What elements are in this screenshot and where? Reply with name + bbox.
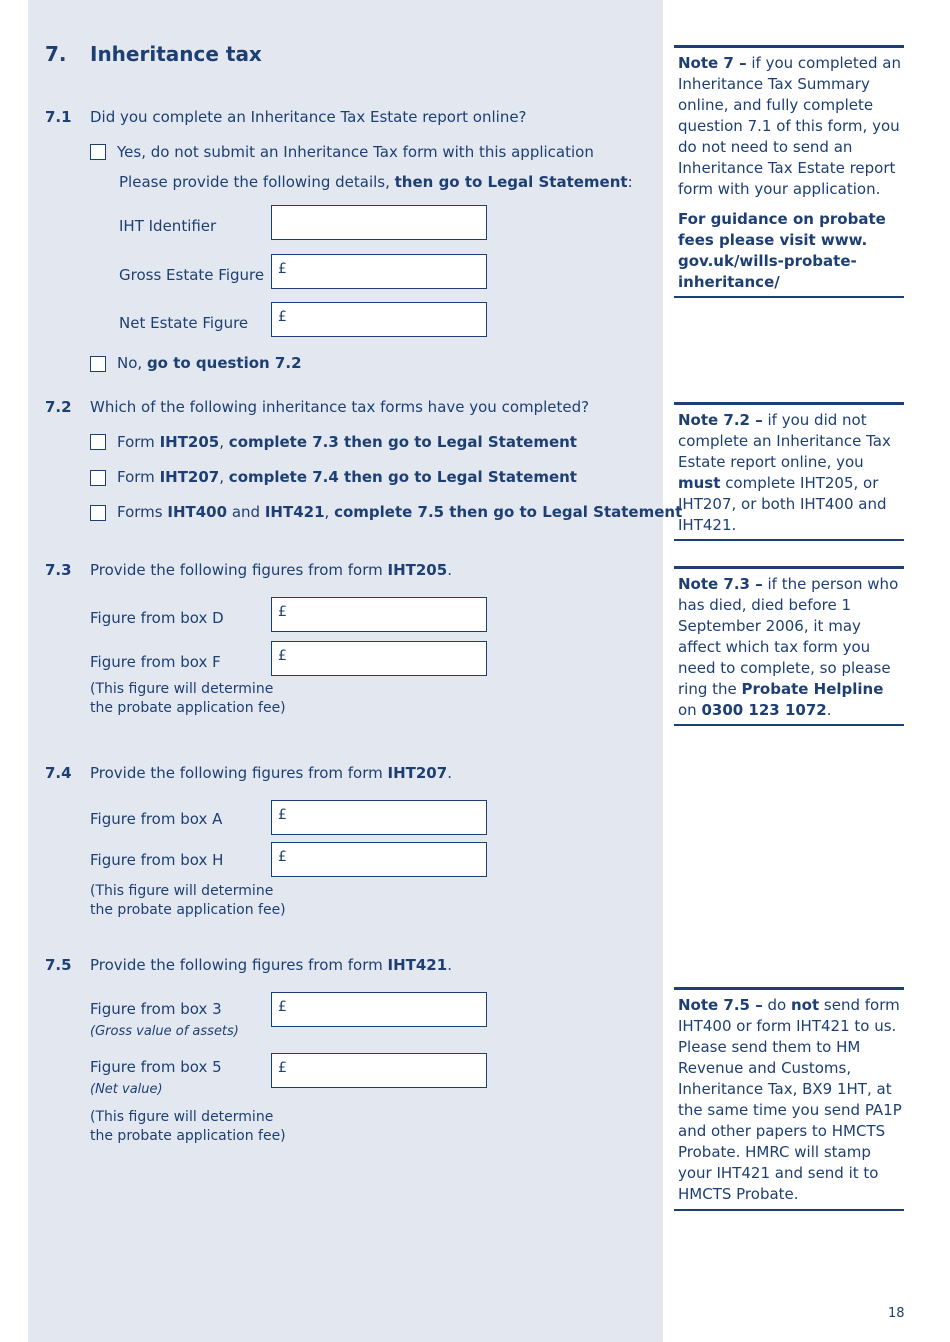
q72-number: 7.2 [45,398,72,416]
note-7-3: Note 7.3 – if the person who has died, died before 1 September 2006, it may affect which tax form you need to complete, so please ring the Probate Helpline on 0300 123 1072. [674,566,904,726]
q73-question: Provide the following figures from form IHT205. [90,561,452,579]
q71-yes-checkbox[interactable] [90,144,106,160]
q75-question: Provide the following figures from form IHT421. [90,956,452,974]
q71-no-label: No, go to question 7.2 [117,354,302,372]
box-3-sublabel: (Gross value of assets) [90,1024,239,1039]
iht205-option-label: Form IHT205, complete 7.3 then go to Legal Statement [117,433,577,451]
iht207-checkbox[interactable] [90,470,106,486]
q71-number: 7.1 [45,108,72,126]
q74-question: Provide the following figures from form IHT207. [90,764,452,782]
q74-number: 7.4 [45,764,72,782]
q74-fee-note-line2: the probate application fee) [90,902,286,918]
iht207-option-label: Form IHT207, complete 7.4 then go to Legal Statement [117,468,577,486]
q71-provide-instruction: Please provide the following details, then go to Legal Statement: [119,173,633,191]
box-a-label: Figure from box A [90,810,223,828]
box-5-label: Figure from box 5 [90,1058,222,1076]
box-h-input[interactable]: £ [271,842,487,877]
q71-yes-label: Yes, do not submit an Inheritance Tax form with this application [117,143,594,161]
box-d-input[interactable]: £ [271,597,487,632]
box-h-label: Figure from box H [90,851,224,869]
note-7: Note 7 – if you completed an Inheritance Tax Summary online, and fully complete question 7.1 of this form, you do not need to send an Inheritance Tax Estate report form with your application. For guidance on probate fees please visit www. gov.uk/wills-probate-inheritance/ [674,45,904,298]
box-f-label: Figure from box F [90,653,221,671]
box-3-label: Figure from box 3 [90,1000,222,1018]
page-number: 18 [888,1306,905,1321]
q71-no-checkbox[interactable] [90,356,106,372]
box-a-input[interactable]: £ [271,800,487,835]
note-7-2: Note 7.2 – if you did not complete an Inheritance Tax Estate report online, you must complete IHT205, or IHT207, or both IHT400 and IHT421. [674,402,904,541]
q71-question: Did you complete an Inheritance Tax Estate report online? [90,108,527,126]
q75-fee-note-line1: (This figure will determine [90,1109,274,1125]
iht205-checkbox[interactable] [90,434,106,450]
iht400-421-checkbox[interactable] [90,505,106,521]
iht-identifier-input[interactable] [271,205,487,240]
net-estate-label: Net Estate Figure [119,314,249,332]
q75-fee-note-line2: the probate application fee) [90,1128,286,1144]
gross-estate-label: Gross Estate Figure [119,266,265,284]
section-number: 7. [45,42,67,66]
q74-fee-note-line1: (This figure will determine [90,883,274,899]
gross-estate-input[interactable]: £ [271,254,487,289]
q73-number: 7.3 [45,561,72,579]
iht-identifier-label: IHT Identifier [119,217,217,235]
q73-fee-note-line2: the probate application fee) [90,700,286,716]
q73-fee-note-line1: (This figure will determine [90,681,274,697]
box-5-input[interactable]: £ [271,1053,487,1088]
probate-fees-guidance-link[interactable]: For guidance on probate fees please visit www. gov.uk/wills-probate-inheritance/ [678,210,886,291]
section-title: Inheritance tax [90,42,262,66]
box-5-sublabel: (Net value) [90,1082,163,1097]
box-d-label: Figure from box D [90,609,224,627]
note-7-5: Note 7.5 – do not send form IHT400 or form IHT421 to us. Please send them to HM Revenue and Customs, Inheritance Tax, BX9 1HT, at the same time you send PA1P and other papers to HMCTS Probate. HMRC will stamp your IHT421 and send it to HMCTS Probate. [674,987,904,1211]
iht400-421-option-label: Forms IHT400 and IHT421, complete 7.5 then go to Legal Statement [117,503,683,521]
q75-number: 7.5 [45,956,72,974]
box-3-input[interactable]: £ [271,992,487,1027]
q72-question: Which of the following inheritance tax forms have you completed? [90,398,590,416]
box-f-input[interactable]: £ [271,641,487,676]
net-estate-input[interactable]: £ [271,302,487,337]
